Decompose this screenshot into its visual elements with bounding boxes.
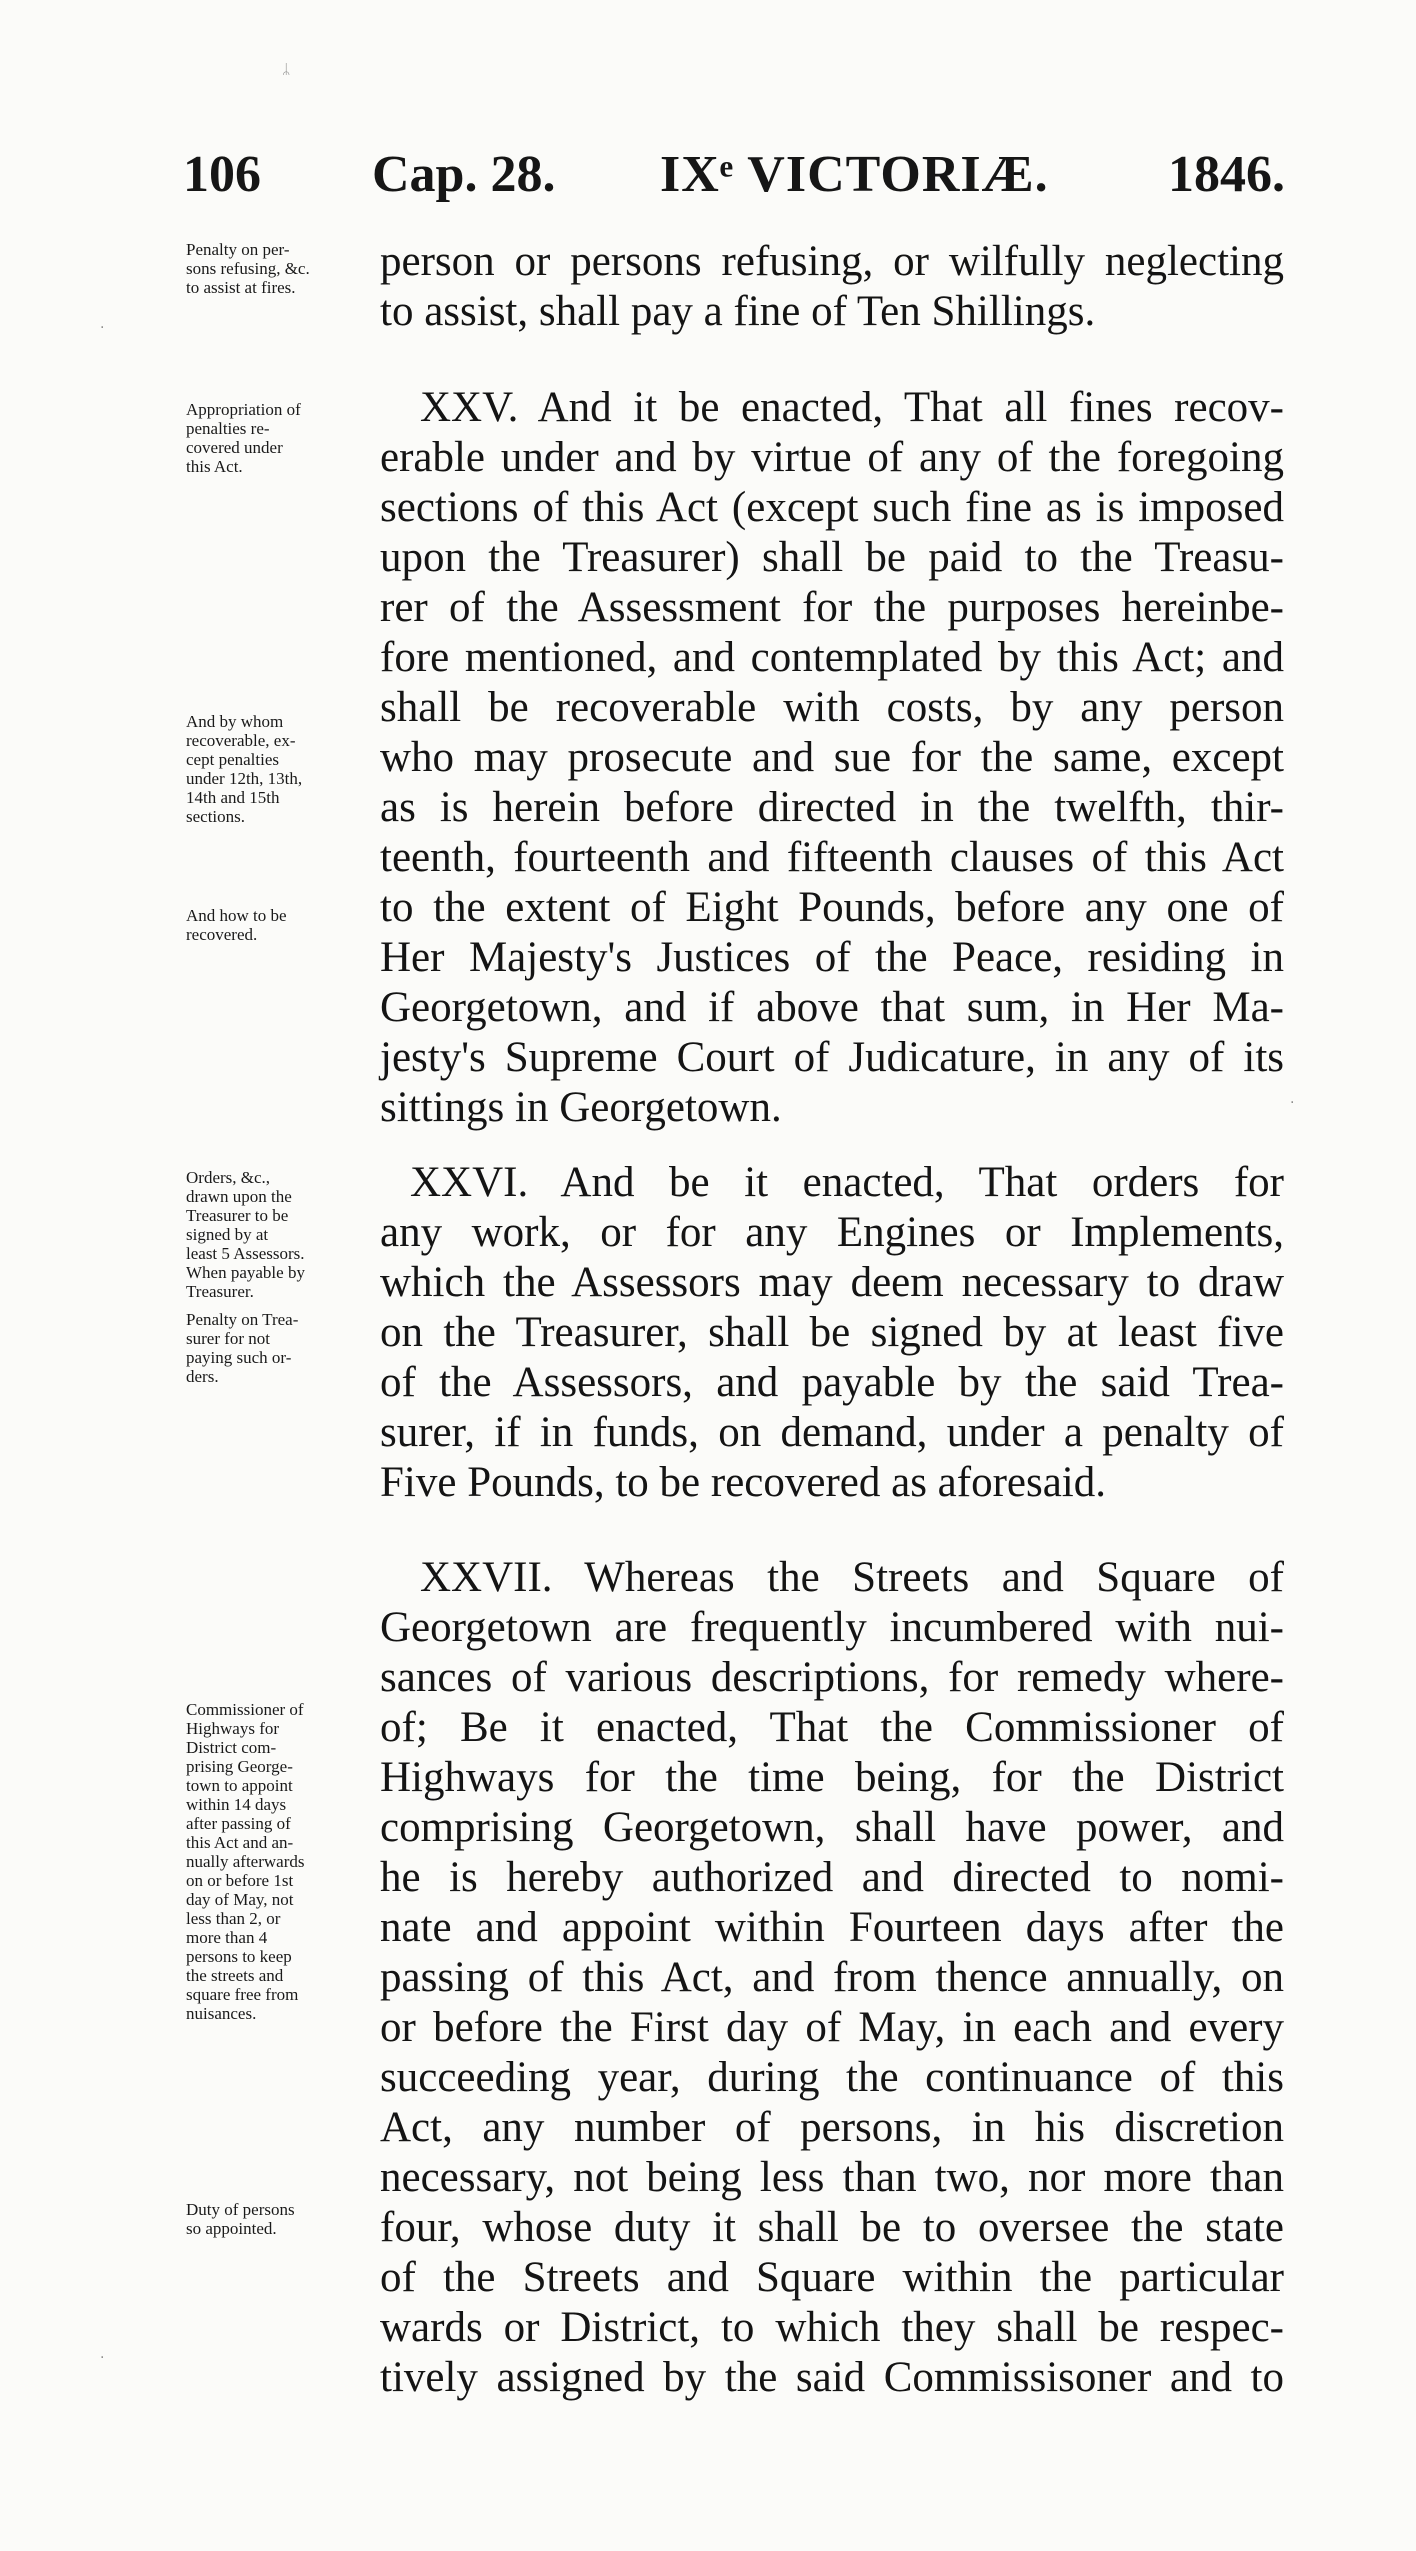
text-line: any work, or for any Engines or Implements, xyxy=(380,1209,1284,1256)
text-line: four, whose duty it shall be to oversee the state xyxy=(380,2204,1284,2251)
text-line: necessary, not being less than two, nor more than xyxy=(380,2154,1284,2201)
text-line: sittings in Georgetown. xyxy=(380,1084,782,1131)
page-title: IXᵉ VICTORIÆ. xyxy=(660,146,1049,203)
margin-note-line: And by whom xyxy=(186,712,284,731)
text-line: Act, any number of persons, in his discretion xyxy=(380,2104,1284,2151)
margin-note-line: 14th and 15th xyxy=(186,788,280,807)
text-line: Highways for the time being, for the District xyxy=(380,1754,1284,1801)
text-line: or before the First day of May, in each and every xyxy=(380,2004,1284,2051)
margin-note-line: square free from xyxy=(186,1985,299,2004)
text-line: XXVII. Whereas the Streets and Square of xyxy=(420,1554,1284,1601)
margin-note-orders xyxy=(186,1168,376,1301)
text-line: teenth, fourteenth and fifteenth clauses of this Act xyxy=(380,834,1284,881)
text-line: XXV. And it be enacted, That all fines recov- xyxy=(420,384,1284,431)
text-line: nate and appoint within Fourteen days after the xyxy=(380,1904,1284,1951)
scan-speck: · xyxy=(100,2350,105,2366)
text-line: sances of various descriptions, for remedy where- xyxy=(380,1654,1284,1701)
margin-note-line: day of May, not xyxy=(186,1890,294,1909)
margin-note-penalty-refusing xyxy=(186,240,376,297)
text-line: as is herein before directed in the twelfth, thir- xyxy=(380,784,1284,831)
text-line: to the extent of Eight Pounds, before any one of xyxy=(380,884,1284,931)
text-line: jesty's Supreme Court of Judicature, in any of its xyxy=(380,1034,1284,1081)
margin-note-recoverable xyxy=(186,712,376,826)
text-line: sections of this Act (except such fine as is imposed xyxy=(380,484,1284,531)
margin-note-line: paying such or- xyxy=(186,1348,292,1367)
margin-note-line: Penalty on Trea- xyxy=(186,1310,299,1329)
margin-note-line: Commissioner of xyxy=(186,1700,304,1719)
margin-note-line: nually afterwards xyxy=(186,1852,305,1871)
margin-note-line: penalties re- xyxy=(186,419,270,438)
margin-note-line: town to appoint xyxy=(186,1776,293,1795)
text-line: Five Pounds, to be recovered as aforesaid. xyxy=(380,1459,1107,1506)
text-line: succeeding year, during the continuance of this xyxy=(380,2054,1284,2101)
text-line: Georgetown are frequently incumbered with nui- xyxy=(380,1604,1284,1651)
text-line: passing of this Act, and from thence annually, on xyxy=(380,1954,1284,2001)
margin-note-line: Orders, &c., xyxy=(186,1168,271,1187)
text-line: XXVI. And be it enacted, That orders for xyxy=(410,1159,1284,1206)
text-line: surer, if in funds, on demand, under a penalty of xyxy=(380,1409,1284,1456)
margin-note-line: Duty of persons xyxy=(186,2200,295,2219)
margin-note-line: under 12th, 13th, xyxy=(186,769,303,788)
margin-note-line: Highways for xyxy=(186,1719,280,1738)
text-line: to assist, shall pay a fine of Ten Shillings. xyxy=(380,288,1096,335)
margin-note-line: recoverable, ex- xyxy=(186,731,296,750)
margin-note-line: this Act. xyxy=(186,457,243,476)
margin-note-line: sections. xyxy=(186,807,246,826)
margin-note-line: prising George- xyxy=(186,1757,293,1776)
margin-note-line: When payable by xyxy=(186,1263,305,1282)
margin-note-line: more than 4 xyxy=(186,1928,268,1947)
margin-note-line: so appointed. xyxy=(186,2219,277,2238)
margin-note-line: Treasurer. xyxy=(186,1282,254,1301)
text-line: rer of the Assessment for the purposes hereinbe- xyxy=(380,584,1284,631)
section-25 xyxy=(380,383,1284,1133)
text-line: which the Assessors may deem necessary to draw xyxy=(380,1259,1284,1306)
margin-note-line: within 14 days xyxy=(186,1795,287,1814)
margin-note-line: cept penalties xyxy=(186,750,279,769)
text-line: who may prosecute and sue for the same, except xyxy=(380,734,1284,781)
page-number: 106 xyxy=(183,146,261,203)
margin-note-commissioner xyxy=(186,1700,376,2023)
margin-note-line: Treasurer to be xyxy=(186,1206,289,1225)
chapter-label: Cap. 28. xyxy=(372,146,556,203)
margin-note-line: District com- xyxy=(186,1738,277,1757)
margin-note-line: And how to be xyxy=(186,906,287,925)
margin-note-line: this Act and an- xyxy=(186,1833,294,1852)
scan-speck: ᛦ xyxy=(282,62,291,78)
margin-note-line: ders. xyxy=(186,1367,219,1386)
margin-note-line: persons to keep xyxy=(186,1947,292,1966)
margin-note-how-recovered xyxy=(186,906,376,944)
text-line: of; Be it enacted, That the Commissioner of xyxy=(380,1704,1284,1751)
text-line: wards or District, to which they shall be respec- xyxy=(380,2304,1284,2351)
section-26 xyxy=(380,1158,1284,1508)
text-line: he is hereby authorized and directed to nomi- xyxy=(380,1854,1284,1901)
intro-paragraph xyxy=(380,237,1284,337)
text-line: upon the Treasurer) shall be paid to the Treasu- xyxy=(380,534,1284,581)
margin-note-line: drawn upon the xyxy=(186,1187,292,1206)
margin-note-line: to assist at fires. xyxy=(186,278,296,297)
margin-note-line: on or before 1st xyxy=(186,1871,294,1890)
margin-note-line: recovered. xyxy=(186,925,258,944)
margin-note-appropriation xyxy=(186,400,376,476)
margin-note-penalty-treasurer xyxy=(186,1310,376,1386)
text-line: fore mentioned, and contemplated by this Act; and xyxy=(380,634,1284,681)
margin-note-line: nuisances. xyxy=(186,2004,257,2023)
text-line: Georgetown, and if above that sum, in Her Ma- xyxy=(380,984,1284,1031)
text-line: on the Treasurer, shall be signed by at least five xyxy=(380,1309,1284,1356)
scan-speck: · xyxy=(100,320,105,336)
text-line: person or persons refusing, or wilfully neglecting xyxy=(380,238,1284,285)
margin-note-duty xyxy=(186,2200,376,2238)
section-27 xyxy=(380,1553,1284,2403)
scan-speck: · xyxy=(1290,1095,1295,1111)
margin-note-line: the streets and xyxy=(186,1966,284,1985)
margin-note-line: covered under xyxy=(186,438,283,457)
margin-note-line: least 5 Assessors. xyxy=(186,1244,305,1263)
text-line: of the Assessors, and payable by the said Trea- xyxy=(380,1359,1284,1406)
margin-note-line: Appropriation of xyxy=(186,400,301,419)
margin-note-line: signed by at xyxy=(186,1225,269,1244)
margin-note-line: less than 2, or xyxy=(186,1909,281,1928)
text-line: tively assigned by the said Commissisoner and to xyxy=(380,2354,1284,2401)
text-line: erable under and by virtue of any of the foregoing xyxy=(380,434,1284,481)
text-line: shall be recoverable with costs, by any person xyxy=(380,684,1284,731)
text-line: of the Streets and Square within the particular xyxy=(380,2254,1284,2301)
margin-note-line: Penalty on per- xyxy=(186,240,290,259)
year-label: 1846. xyxy=(1168,146,1285,203)
margin-note-line: sons refusing, &c. xyxy=(186,259,310,278)
margin-note-line: after passing of xyxy=(186,1814,291,1833)
text-line: Her Majesty's Justices of the Peace, residing in xyxy=(380,934,1284,981)
text-line: comprising Georgetown, shall have power, and xyxy=(380,1804,1284,1851)
margin-note-line: surer for not xyxy=(186,1329,271,1348)
